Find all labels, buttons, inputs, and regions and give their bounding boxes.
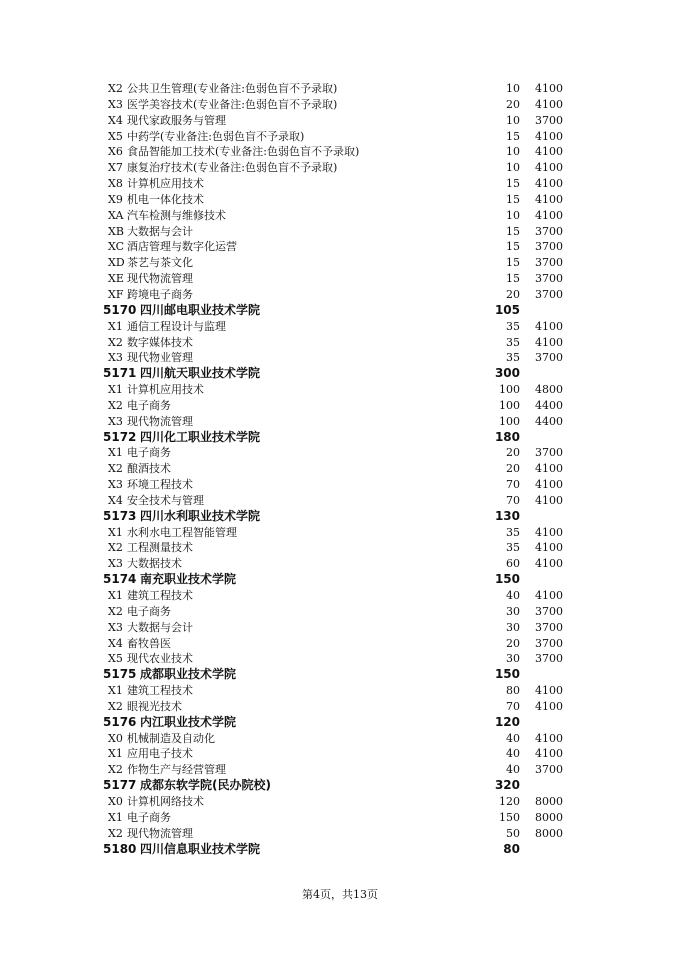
major-row <box>0 620 680 636</box>
major-name: 畜牧兽医 <box>127 636 171 650</box>
major-code: X2 <box>108 82 123 95</box>
tuition-fee: 3700 <box>535 636 563 650</box>
school-code: 5170 <box>103 302 137 317</box>
major-row <box>0 493 680 509</box>
major-code: X2 <box>108 699 123 713</box>
major-code: X5 <box>108 652 123 666</box>
major-row <box>0 794 680 810</box>
major-code: X2 <box>108 398 123 412</box>
major-name: 公共卫生管理(专业备注:色弱色盲不予录取) <box>127 82 338 95</box>
major-code: X2 <box>108 541 123 555</box>
major-code: X3 <box>108 351 123 365</box>
plan-count: 15 <box>506 177 520 191</box>
major-code: XF <box>108 287 124 301</box>
school-row <box>0 842 680 858</box>
tuition-fee: 3700 <box>535 351 563 365</box>
school-code: 5173 <box>103 508 137 523</box>
major-code: X1 <box>108 319 123 333</box>
major-name: 现代物流管理 <box>127 826 193 840</box>
major-row <box>0 398 680 414</box>
major-row <box>0 461 680 477</box>
school-total: 180 <box>494 429 520 444</box>
major-row <box>0 414 680 430</box>
major-code: X8 <box>108 177 123 191</box>
major-name: 电子商务 <box>127 810 171 824</box>
major-name: 茶艺与茶文化 <box>127 256 193 270</box>
plan-count: 30 <box>506 620 520 634</box>
major-code: X3 <box>108 97 123 111</box>
major-code: XB <box>108 224 124 238</box>
major-row <box>0 129 680 145</box>
tuition-fee: 3700 <box>535 604 563 618</box>
major-name: 计算机应用技术 <box>127 177 204 191</box>
tuition-fee: 4100 <box>535 97 563 111</box>
major-code: X2 <box>108 826 123 840</box>
plan-count: 15 <box>506 256 520 270</box>
major-row <box>0 350 680 366</box>
plan-count: 30 <box>506 604 520 618</box>
major-name: 医学美容技术(专业备注:色弱色盲不予录取) <box>127 97 338 111</box>
tuition-fee: 4100 <box>535 319 563 333</box>
school-total: 150 <box>494 572 520 587</box>
plan-count: 120 <box>499 794 520 808</box>
major-row <box>0 319 680 335</box>
major-row <box>0 160 680 176</box>
school-total: 150 <box>494 667 520 682</box>
major-name: 建筑工程技术 <box>127 684 193 698</box>
major-code: X1 <box>108 525 123 539</box>
major-name: 现代农业技术 <box>127 652 193 666</box>
major-name: 康复治疗技术(专业备注:色弱色盲不予录取) <box>127 161 338 175</box>
major-code: X2 <box>108 763 123 777</box>
tuition-fee: 4100 <box>535 541 563 555</box>
major-code: X4 <box>108 636 123 650</box>
major-code: X4 <box>108 493 123 507</box>
tuition-fee: 4100 <box>535 589 563 602</box>
school-code: 5175 <box>103 667 137 682</box>
tuition-fee: 3700 <box>535 287 563 301</box>
major-code: XD <box>108 256 125 270</box>
major-name: 计算机网络技术 <box>127 794 204 808</box>
major-code: X6 <box>108 145 123 159</box>
tuition-fee: 4100 <box>535 731 563 745</box>
major-name: 数字媒体技术 <box>127 335 193 349</box>
major-row <box>0 97 680 113</box>
major-name: 酒店管理与数字化运营 <box>127 240 237 254</box>
plan-count: 35 <box>506 335 520 349</box>
major-name: 大数据与会计 <box>127 224 193 238</box>
plan-count: 100 <box>499 383 520 397</box>
major-name: 安全技术与管理 <box>127 493 204 507</box>
plan-count: 15 <box>506 240 520 254</box>
major-row <box>0 604 680 620</box>
major-name: 工程测量技术 <box>127 541 193 555</box>
tuition-fee: 3700 <box>535 652 563 666</box>
school-name: 成都东软学院(民办院校) <box>140 778 271 793</box>
plan-count: 40 <box>506 731 520 745</box>
major-row <box>0 525 680 541</box>
school-name: 成都职业技术学院 <box>140 667 237 682</box>
school-row <box>0 778 680 794</box>
major-name: 大数据与会计 <box>127 620 193 634</box>
major-name: 机电一体化技术 <box>127 192 204 206</box>
school-code: 5177 <box>103 778 137 793</box>
tuition-fee: 4800 <box>535 383 563 397</box>
major-code: X5 <box>108 129 123 143</box>
major-name: 中药学(专业备注:色弱色盲不予录取) <box>127 129 305 143</box>
major-name: 水利水电工程智能管理 <box>127 525 237 539</box>
major-row <box>0 208 680 224</box>
major-name: 汽车检测与维修技术 <box>127 208 226 222</box>
major-row <box>0 255 680 271</box>
major-row <box>0 176 680 192</box>
school-code: 5172 <box>103 429 137 444</box>
school-row <box>0 715 680 731</box>
major-row <box>0 271 680 287</box>
plan-count: 20 <box>506 462 520 476</box>
major-name: 应用电子技术 <box>127 747 193 761</box>
major-code: X1 <box>108 589 123 602</box>
major-code: X3 <box>108 620 123 634</box>
tuition-fee: 3700 <box>535 224 563 238</box>
plan-count: 70 <box>506 493 520 507</box>
tuition-fee: 3700 <box>535 113 563 127</box>
plan-count: 100 <box>499 398 520 412</box>
major-name: 计算机应用技术 <box>127 383 204 397</box>
tuition-fee: 4100 <box>535 525 563 539</box>
tuition-fee: 3700 <box>535 240 563 254</box>
major-name: 现代家政服务与管理 <box>127 113 226 127</box>
school-name: 四川邮电职业技术学院 <box>140 302 261 317</box>
plan-count: 10 <box>506 161 520 175</box>
tuition-fee: 4400 <box>535 398 563 412</box>
major-row <box>0 239 680 255</box>
plan-count: 150 <box>499 810 520 824</box>
major-row <box>0 81 680 97</box>
tuition-fee: 4100 <box>535 129 563 143</box>
major-name: 作物生产与经营管理 <box>127 763 226 777</box>
tuition-fee: 4100 <box>535 177 563 191</box>
major-row <box>0 287 680 303</box>
plan-count: 70 <box>506 699 520 713</box>
major-code: XA <box>108 208 124 222</box>
major-row <box>0 556 680 572</box>
major-code: X3 <box>108 414 123 428</box>
school-total: 105 <box>494 302 520 317</box>
tuition-fee: 4100 <box>535 478 563 492</box>
major-code: X3 <box>108 557 123 571</box>
school-row <box>0 366 680 382</box>
tuition-fee: 4100 <box>535 145 563 159</box>
major-row <box>0 144 680 160</box>
major-name: 电子商务 <box>127 398 171 412</box>
major-row <box>0 651 680 667</box>
major-code: X1 <box>108 684 123 698</box>
major-row <box>0 810 680 826</box>
major-row <box>0 683 680 699</box>
school-code: 5174 <box>103 572 137 587</box>
major-row <box>0 113 680 129</box>
tuition-fee: 3700 <box>535 272 563 286</box>
tuition-fee: 4100 <box>535 684 563 698</box>
major-code: X1 <box>108 383 123 397</box>
tuition-fee: 4100 <box>535 462 563 476</box>
school-row <box>0 430 680 446</box>
tuition-fee: 4100 <box>535 208 563 222</box>
plan-count: 15 <box>506 129 520 143</box>
major-name: 跨境电子商务 <box>127 287 193 301</box>
major-code: X1 <box>108 747 123 761</box>
plan-count: 30 <box>506 652 520 666</box>
tuition-fee: 4100 <box>535 335 563 349</box>
major-name: 电子商务 <box>127 446 171 460</box>
major-name: 现代物流管理 <box>127 272 193 286</box>
major-name: 现代物流管理 <box>127 414 193 428</box>
tuition-fee: 4100 <box>535 493 563 507</box>
tuition-fee: 4100 <box>535 557 563 571</box>
major-name: 眼视光技术 <box>127 699 182 713</box>
school-name: 四川信息职业技术学院 <box>140 841 261 856</box>
school-name: 南充职业技术学院 <box>140 572 237 587</box>
school-row <box>0 572 680 588</box>
major-code: X2 <box>108 335 123 349</box>
plan-count: 20 <box>506 287 520 301</box>
school-name: 四川水利职业技术学院 <box>140 508 261 523</box>
major-row <box>0 192 680 208</box>
tuition-fee: 3700 <box>535 620 563 634</box>
major-name: 现代物业管理 <box>127 351 193 365</box>
tuition-fee: 3700 <box>535 763 563 777</box>
major-row <box>0 826 680 842</box>
school-code: 5171 <box>103 366 137 381</box>
plan-count: 35 <box>506 319 520 333</box>
tuition-fee: 4400 <box>535 414 563 428</box>
school-total: 80 <box>503 841 520 856</box>
school-total: 130 <box>494 508 520 523</box>
school-total: 320 <box>494 778 520 793</box>
plan-count: 35 <box>506 541 520 555</box>
plan-count: 80 <box>506 684 520 698</box>
plan-count: 100 <box>499 414 520 428</box>
tuition-fee: 8000 <box>535 794 563 808</box>
tuition-fee: 3700 <box>535 256 563 270</box>
major-name: 机械制造及自动化 <box>127 731 215 745</box>
major-row <box>0 335 680 351</box>
tuition-fee: 4100 <box>535 699 563 713</box>
plan-count: 15 <box>506 224 520 238</box>
tuition-fee: 8000 <box>535 826 563 840</box>
major-name: 建筑工程技术 <box>127 589 193 602</box>
school-name: 四川化工职业技术学院 <box>140 429 261 444</box>
major-name: 通信工程设计与监理 <box>127 319 226 333</box>
major-code: X3 <box>108 478 123 492</box>
school-row <box>0 509 680 525</box>
plan-count: 60 <box>506 557 520 571</box>
plan-count: 10 <box>506 82 520 95</box>
plan-count: 20 <box>506 446 520 460</box>
plan-count: 35 <box>506 351 520 365</box>
plan-count: 20 <box>506 97 520 111</box>
major-name: 环境工程技术 <box>127 478 193 492</box>
major-code: X4 <box>108 113 123 127</box>
school-row <box>0 303 680 319</box>
plan-count: 70 <box>506 478 520 492</box>
major-row <box>0 636 680 652</box>
tuition-fee: 8000 <box>535 810 563 824</box>
plan-count: 40 <box>506 763 520 777</box>
plan-count: 15 <box>506 192 520 206</box>
major-code: X2 <box>108 604 123 618</box>
school-total: 300 <box>494 366 520 381</box>
major-code: X1 <box>108 810 123 824</box>
major-row <box>0 731 680 747</box>
plan-count: 50 <box>506 826 520 840</box>
major-code: X7 <box>108 161 123 175</box>
major-row <box>0 588 680 604</box>
plan-count: 20 <box>506 636 520 650</box>
school-name: 内江职业技术学院 <box>140 714 237 729</box>
tuition-fee: 4100 <box>535 161 563 175</box>
school-total: 120 <box>494 714 520 729</box>
plan-count: 10 <box>506 113 520 127</box>
major-code: X2 <box>108 462 123 476</box>
plan-count: 35 <box>506 525 520 539</box>
plan-count: 15 <box>506 272 520 286</box>
tuition-fee: 4100 <box>535 82 563 95</box>
school-code: 5180 <box>103 841 137 856</box>
major-name: 酿酒技术 <box>127 462 171 476</box>
major-row <box>0 762 680 778</box>
plan-count: 40 <box>506 747 520 761</box>
major-row <box>0 540 680 556</box>
major-code: X1 <box>108 446 123 460</box>
major-name: 大数据技术 <box>127 557 182 571</box>
school-row <box>0 667 680 683</box>
major-name: 电子商务 <box>127 604 171 618</box>
major-row <box>0 224 680 240</box>
major-name: 食品智能加工技术(专业备注:色弱色盲不予录取) <box>127 145 360 159</box>
tuition-fee: 3700 <box>535 446 563 460</box>
page-footer: 第4页，共13页 <box>302 888 378 901</box>
plan-count: 40 <box>506 589 520 602</box>
tuition-fee: 4100 <box>535 747 563 761</box>
major-row <box>0 746 680 762</box>
major-code: X9 <box>108 192 123 206</box>
enrollment-table <box>0 81 680 857</box>
major-row <box>0 445 680 461</box>
major-code: X0 <box>108 794 123 808</box>
school-name: 四川航天职业技术学院 <box>140 366 261 381</box>
major-code: XE <box>108 272 124 286</box>
major-code: X0 <box>108 731 123 745</box>
major-code: XC <box>108 240 125 254</box>
major-row <box>0 699 680 715</box>
plan-count: 10 <box>506 208 520 222</box>
plan-count: 10 <box>506 145 520 159</box>
tuition-fee: 4100 <box>535 192 563 206</box>
major-row <box>0 477 680 493</box>
school-code: 5176 <box>103 714 137 729</box>
major-row <box>0 382 680 398</box>
